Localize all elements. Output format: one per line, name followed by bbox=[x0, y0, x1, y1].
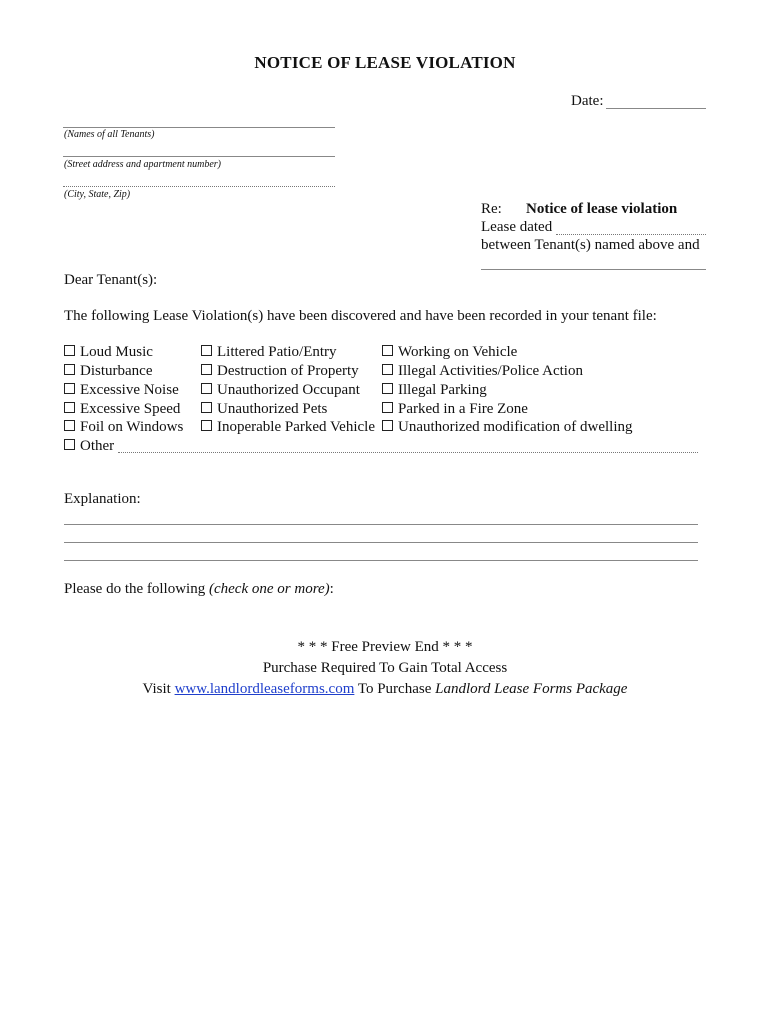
document-title: NOTICE OF LEASE VIOLATION bbox=[254, 53, 516, 72]
city-state-zip-caption: (City, State, Zip) bbox=[64, 189, 131, 200]
date-label: Date: bbox=[571, 93, 604, 109]
checkbox-icon[interactable] bbox=[64, 383, 75, 394]
lease-dated-label: Lease dated bbox=[481, 219, 553, 235]
tenant-names-line[interactable] bbox=[63, 127, 335, 128]
checkbox-icon[interactable] bbox=[382, 345, 393, 356]
violation-other[interactable]: Other bbox=[64, 437, 114, 455]
explanation-label: Explanation: bbox=[64, 491, 141, 507]
violation-loud-music[interactable]: Loud Music bbox=[64, 343, 153, 361]
checkbox-icon[interactable] bbox=[201, 383, 212, 394]
city-state-zip-line[interactable] bbox=[63, 186, 335, 187]
checkbox-icon[interactable] bbox=[201, 364, 212, 375]
violation-fire-zone[interactable]: Parked in a Fire Zone bbox=[382, 400, 528, 418]
date-field-line[interactable] bbox=[606, 108, 706, 109]
tenant-names-caption: (Names of all Tenants) bbox=[64, 129, 155, 140]
violation-excessive-speed[interactable]: Excessive Speed bbox=[64, 400, 180, 418]
violation-unauthorized-occupant[interactable]: Unauthorized Occupant bbox=[201, 381, 360, 399]
other-violation-line[interactable] bbox=[118, 452, 698, 453]
violation-illegal-activities[interactable]: Illegal Activities/Police Action bbox=[382, 362, 583, 380]
checkbox-icon[interactable] bbox=[382, 383, 393, 394]
explanation-line-3[interactable] bbox=[64, 560, 698, 561]
violation-destruction-of-property[interactable]: Destruction of Property bbox=[201, 362, 359, 380]
street-address-line[interactable] bbox=[63, 156, 335, 157]
explanation-line-1[interactable] bbox=[64, 524, 698, 525]
purchase-required-text: Purchase Required To Gain Total Access bbox=[262, 660, 508, 676]
visit-purchase-line: Visit www.landlordleaseforms.com To Purchase Landlord Lease Forms Package bbox=[142, 681, 628, 697]
violation-unauthorized-modification[interactable]: Unauthorized modification of dwelling bbox=[382, 418, 633, 436]
checkbox-icon[interactable] bbox=[382, 420, 393, 431]
checkbox-icon[interactable] bbox=[64, 364, 75, 375]
violation-foil-on-windows[interactable]: Foil on Windows bbox=[64, 418, 183, 436]
please-do-text: Please do the following (check one or more): bbox=[64, 581, 334, 597]
re-label: Re: bbox=[481, 201, 502, 217]
preview-end-text: * * * Free Preview End * * * bbox=[297, 639, 473, 655]
checkbox-icon[interactable] bbox=[382, 364, 393, 375]
violation-littered-patio[interactable]: Littered Patio/Entry bbox=[201, 343, 337, 361]
street-address-caption: (Street address and apartment number) bbox=[64, 159, 222, 170]
checkbox-icon[interactable] bbox=[64, 345, 75, 356]
violation-illegal-parking[interactable]: Illegal Parking bbox=[382, 381, 487, 399]
explanation-line-2[interactable] bbox=[64, 542, 698, 543]
violation-working-on-vehicle[interactable]: Working on Vehicle bbox=[382, 343, 517, 361]
violation-unauthorized-pets[interactable]: Unauthorized Pets bbox=[201, 400, 327, 418]
lease-dated-line[interactable] bbox=[556, 234, 706, 235]
checkbox-icon[interactable] bbox=[201, 402, 212, 413]
checkbox-icon[interactable] bbox=[201, 345, 212, 356]
checkbox-icon[interactable] bbox=[201, 420, 212, 431]
violation-inoperable-vehicle[interactable]: Inoperable Parked Vehicle bbox=[201, 418, 375, 436]
between-tenants-text: between Tenant(s) named above and bbox=[481, 237, 700, 253]
landlord-name-line[interactable] bbox=[481, 269, 706, 270]
re-subject: Notice of lease violation bbox=[526, 201, 678, 217]
checkbox-icon[interactable] bbox=[64, 420, 75, 431]
checkbox-icon[interactable] bbox=[64, 439, 75, 450]
checkbox-icon[interactable] bbox=[64, 402, 75, 413]
violation-disturbance[interactable]: Disturbance bbox=[64, 362, 152, 380]
intro-text: The following Lease Violation(s) have been discovered and have been recorded in your tenant file: bbox=[64, 308, 657, 324]
landlord-forms-link[interactable]: www.landlordleaseforms.com bbox=[174, 681, 355, 697]
violation-excessive-noise[interactable]: Excessive Noise bbox=[64, 381, 179, 399]
checkbox-icon[interactable] bbox=[382, 402, 393, 413]
greeting: Dear Tenant(s): bbox=[64, 272, 158, 288]
